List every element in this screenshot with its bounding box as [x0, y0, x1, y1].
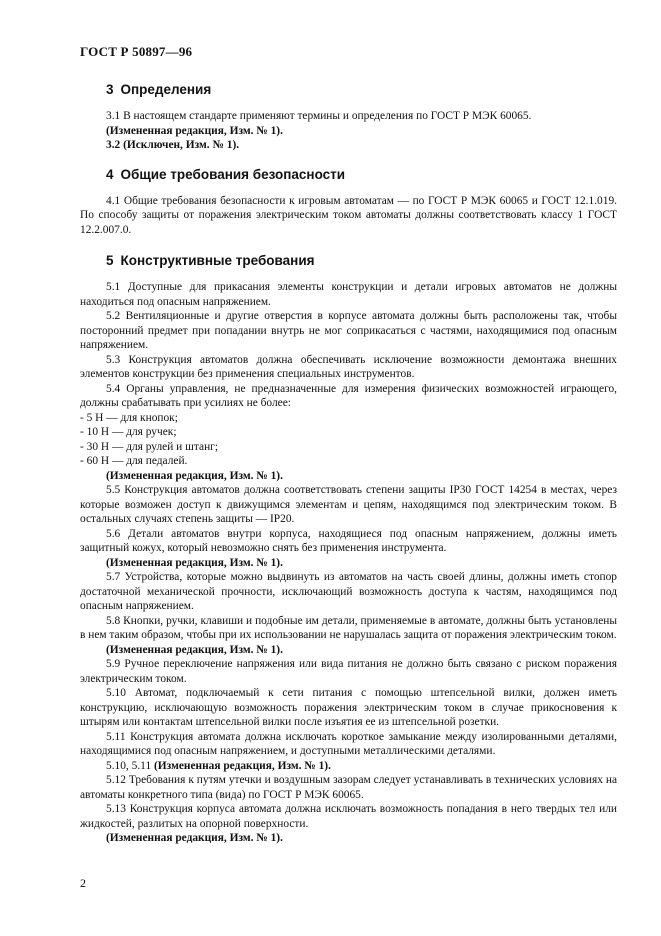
list-item: - 30 Н — для рулей и штанг; — [80, 440, 218, 453]
paragraph-5-5: 5.5 Конструкция автоматов должна соответствовать степени защиты IP30 ГОСТ 14254 в местах, через которые возможен доступ к движущимся элементам и цепям, находящимся под электрическим током. В остальных случаях степень защиты — IP20. — [80, 484, 617, 525]
amendment-prefix: 5.10, 5.11 — [106, 759, 152, 772]
section-title: Конструктивные требования — [120, 253, 315, 268]
amendment-note: (Измененная редакция, Изм. № 1). — [154, 759, 331, 772]
paragraph-5-11: 5.11 Конструкция автомата должна исключать короткое замыкание между изолированными деталями, находящимися под опасным напряжением, и доступными металлическими деталями. — [80, 730, 617, 757]
document-body — [80, 70, 617, 846]
section-number: 4 — [106, 166, 114, 182]
paragraph-5-4: 5.4 Органы управления, не предназначенные для измерения физических возможностей играющего, должны срабатывать при усилиях не более: — [80, 382, 617, 409]
paragraph-3-1: 3.1 В настоящем стандарте применяют термины и определения по ГОСТ Р МЭК 60065. — [106, 110, 532, 122]
amendment-note: (Измененная редакция, Изм. № 1). — [106, 556, 283, 569]
paragraph-5-1: 5.1 Доступные для прикасания элементы конструкции и детали игровых автоматов не должны находиться под опасным напряжением. — [80, 281, 617, 308]
paragraph-5-2: 5.2 Вентиляционные и другие отверстия в корпусе автомата должны быть расположены так, чтобы посторонний предмет при попадании внутрь не мог соприкасаться с частями, находящимися под опасным напряжением. — [80, 310, 617, 351]
document-header: ГОСТ Р 50897—96 — [80, 44, 193, 59]
page-number: 2 — [80, 876, 86, 890]
amendment-note: (Измененная редакция, Изм. № 1). — [106, 469, 283, 482]
section-heading-5 — [106, 253, 617, 269]
paragraph-5-10: 5.10 Автомат, подключаемый к сети питания с помощью штепсельной вилки, должен иметь конструкцию, исключающую возможность поражения электрическим током в случае прикосновения к штырям или контактам штепсельной вилки после изъятия ее из штепсельной розетки. — [80, 687, 617, 728]
paragraph-5-6: 5.6 Детали автоматов внутри корпуса, находящиеся под опасным напряжением, должны иметь защитный кожух, который невозможно снять без применения инструмента. — [80, 527, 617, 554]
paragraph-5-12: 5.12 Требования к путям утечки и воздушным зазорам следует устанавливать в технических условиях на автоматы конкретного типа (вида) по ГОСТ Р МЭК 60065. — [80, 774, 617, 801]
paragraph-5-3: 5.3 Конструкция автоматов должна обеспечивать исключение возможности демонтажа внешних элементов конструкции без применения специальных инструментов. — [80, 353, 617, 380]
section-heading-3 — [106, 82, 617, 98]
section-number: 3 — [106, 82, 114, 97]
section-number: 5 — [106, 253, 114, 268]
paragraph-3-2: 3.2 (Исключен, Изм. № 1). — [106, 139, 240, 151]
amendment-5-10-5-11 — [80, 759, 617, 774]
amendment-note: (Измененная редакция, Изм. № 1). — [106, 832, 283, 844]
paragraph-5-8: 5.8 Кнопки, ручки, клавиши и подобные им детали, применяемые в автомате, должны быть установлены в нем таким образом, чтобы при их использовании не нарушалась защита от поражения электрическим током. — [80, 614, 617, 641]
amendment-note: (Измененная редакция, Изм. № 1). — [106, 124, 283, 137]
list-item: - 10 Н — для ручек; — [80, 426, 177, 438]
amendment-note: (Измененная редакция, Изм. № 1). — [106, 643, 283, 656]
section-title: Общие требования безопасности — [120, 166, 346, 182]
paragraph-5-7: 5.7 Устройства, которые можно выдвинуть из автоматов на часть своей длины, должны иметь стопор достаточной механической прочности, исключающий возможность доступа к частям, находящимся под опасным напряжением. — [80, 571, 617, 612]
paragraph-4-1: 4.1 Общие требования безопасности к игровым автоматам — по ГОСТ Р МЭК 60065 и ГОСТ 12.1.019. По способу защиты от поражения электрическим током автоматы должны соответствовать классу 1 ГОСТ 12.2.007.0. — [80, 194, 617, 236]
paragraph-5-13: 5.13 Конструкция корпуса автомата должна исключать возможность попадания в него твердых тел или жидкостей, разлитых на опорной поверхности. — [80, 803, 617, 830]
paragraph-5-9: 5.9 Ручное переключение напряжения или вида питания не должно быть связано с риском поражения электрическим током. — [80, 658, 617, 685]
section-heading-4 — [106, 167, 617, 183]
list-item: - 5 Н — для кнопок; — [80, 411, 178, 424]
list-item: - 60 Н — для педалей. — [80, 455, 188, 467]
section-title: Определения — [120, 82, 212, 97]
